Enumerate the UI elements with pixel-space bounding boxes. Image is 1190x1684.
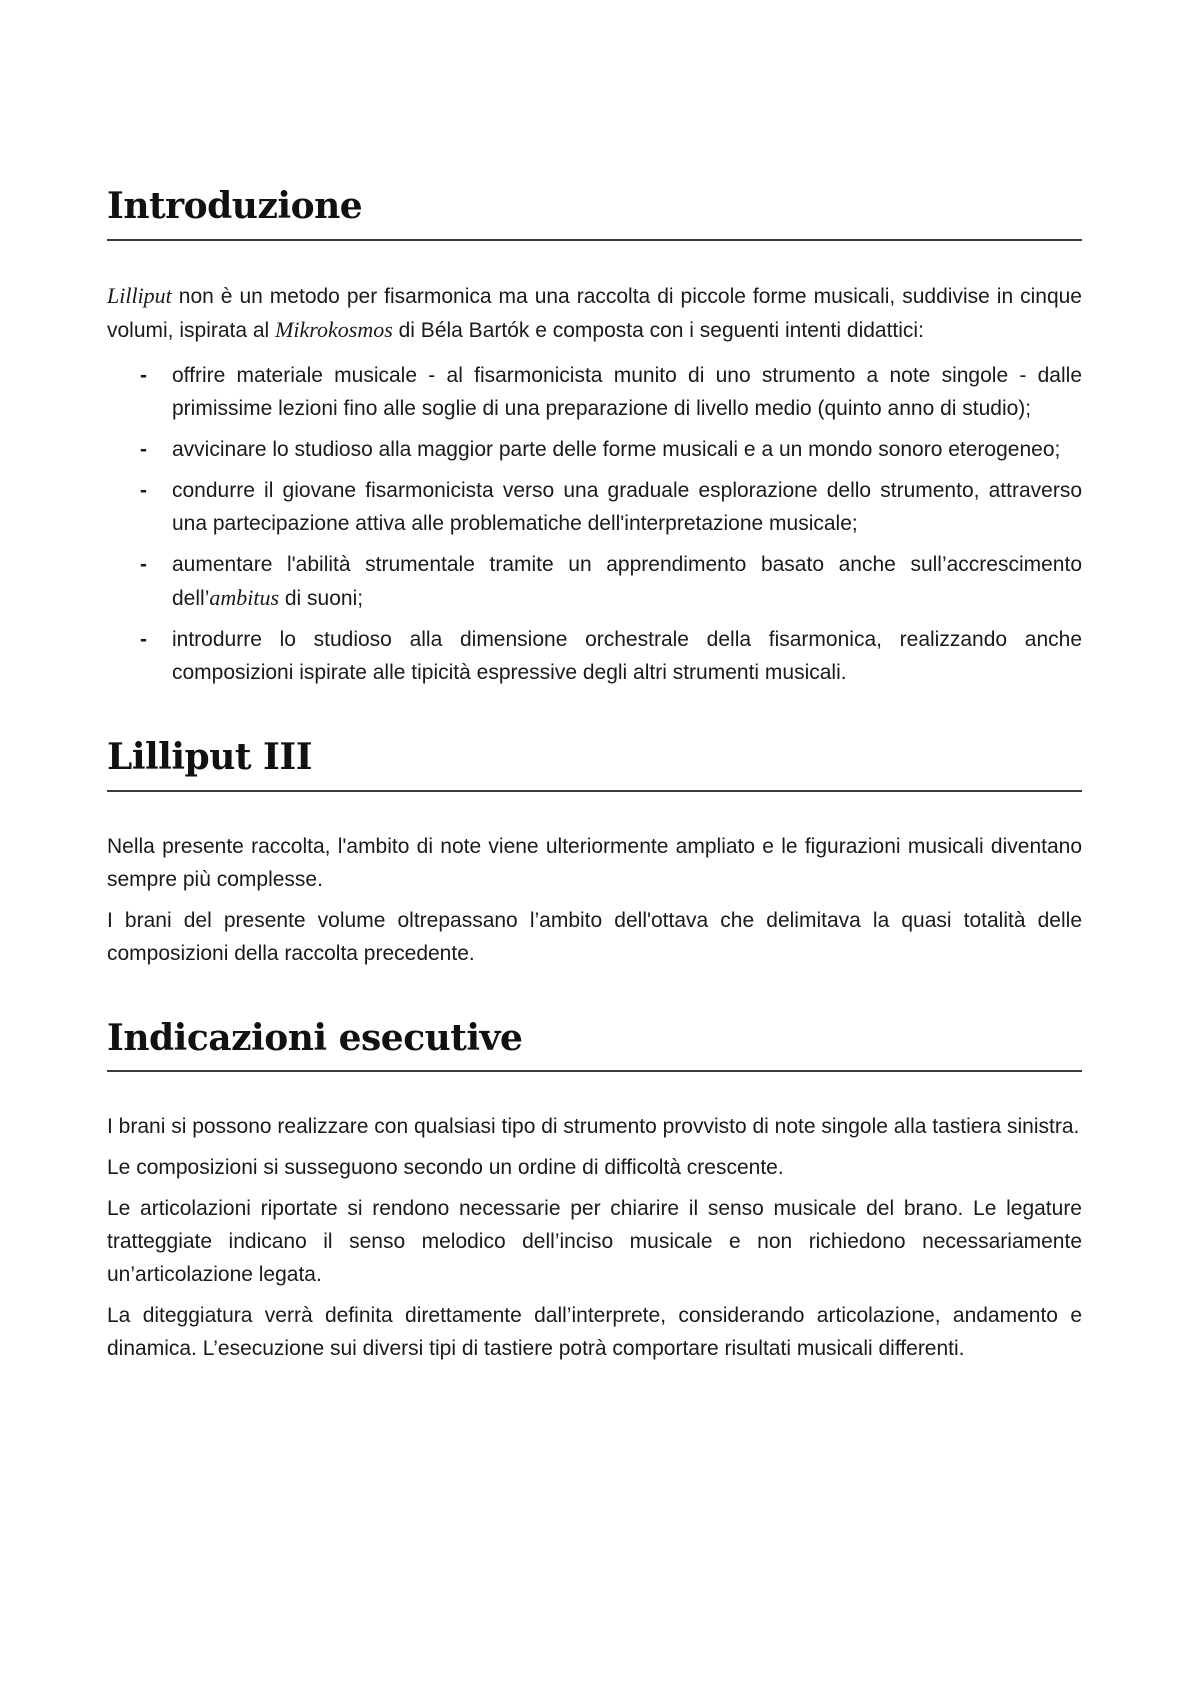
bullet-dash-marker: - <box>140 478 147 502</box>
list-item-text: avvicinare lo studioso alla maggior parte delle forme musicali e a un mondo sonoro eterogeneo; <box>172 437 1061 461</box>
list-item-text: condurre il giovane fisarmonicista verso una graduale esplorazione dello strumento, attraverso una partecipazione attiva alle problematiche dell'interpretazione musicale; <box>172 478 1082 535</box>
section-title-indicazioni-esecutive: Indicazioni esecutive <box>107 1020 1082 1073</box>
indicazioni-paragraph-1: I brani si possono realizzare con qualsiasi tipo di strumento provvisto di note singole alla tastiera sinistra. <box>107 1115 1080 1139</box>
bullet-dash-marker: - <box>140 437 147 461</box>
section-indicazioni-esecutive <box>107 1016 1082 1366</box>
indicazioni-paragraph-2: Le composizioni si susseguono secondo un ordine di difficoltà crescente. <box>107 1156 784 1180</box>
lilliput-iii-paragraph-2: I brani del presente volume oltrepassano l’ambito dell'ottava che delimitava la quasi totalità delle composizioni della raccolta precedente. <box>107 908 1082 965</box>
italic-word-ambitus: ambitus <box>209 584 280 610</box>
list-item-text-b: di suoni; <box>279 586 364 610</box>
list-item <box>107 359 1082 425</box>
intro-paragraph <box>107 279 1082 347</box>
italic-word-lilliput: Lilliput <box>107 282 172 308</box>
italic-word-mikrokosmos: Mikrokosmos <box>275 316 393 342</box>
didactic-goals-list <box>107 359 1082 689</box>
list-item <box>107 548 1082 615</box>
list-item-text: offrire materiale musicale - al fisarmonicista munito di uno strumento a note singole - dalle primissime lezioni fino alle soglie di una preparazione di livello medio (quinto anno di studio); <box>172 363 1082 420</box>
lilliput-iii-paragraph-1: Nella presente raccolta, l'ambito di note viene ulteriormente ampliato e le figurazioni musicali diventano sempre più complesse. <box>107 834 1082 891</box>
list-item-text <box>172 553 1082 610</box>
list-item <box>107 623 1082 689</box>
list-item <box>107 474 1082 540</box>
bullet-dash-marker: - <box>140 627 147 651</box>
indicazioni-paragraph-3: Le articolazioni riportate si rendono necessarie per chiarire il senso musicale del brano. Le legature tratteggiate indicano il senso melodico dell’inciso musicale e non richiedono necessariamente un’articolazione legata. <box>107 1197 1082 1287</box>
bullet-dash-marker: - <box>140 363 147 387</box>
list-item <box>107 433 1082 466</box>
list-item-text: introdurre lo studioso alla dimensione orchestrale della fisarmonica, realizzando anche composizioni ispirate alle tipicità espressive degli altri strumenti musicali. <box>172 627 1082 684</box>
section-title-lilliput-iii: Lilliput III <box>107 739 1082 792</box>
section-title-introduzione: Introduzione <box>107 188 1082 241</box>
intro-paragraph-text-b: di Béla Bartók e composta con i seguenti intenti didattici: <box>392 318 924 342</box>
list-item-text-a: aumentare l'abilità strumentale tramite un apprendimento basato anche sull’accrescimento dell’ <box>172 552 1082 610</box>
section-introduzione <box>107 185 1082 689</box>
bullet-dash-marker: - <box>140 552 147 576</box>
section-lilliput-iii <box>107 735 1082 970</box>
intro-paragraph-text-a: non è un metodo per fisarmonica ma una raccolta di piccole forme musicali, suddivise in cinque volumi, ispirata al <box>107 284 1082 342</box>
indicazioni-paragraph-4: La diteggiatura verrà definita direttamente dall’interprete, considerando articolazione, andamento e dinamica. L’esecuzione sui diversi tipi di tastiere potrà comportare risultati musicali differenti. <box>107 1304 1082 1361</box>
